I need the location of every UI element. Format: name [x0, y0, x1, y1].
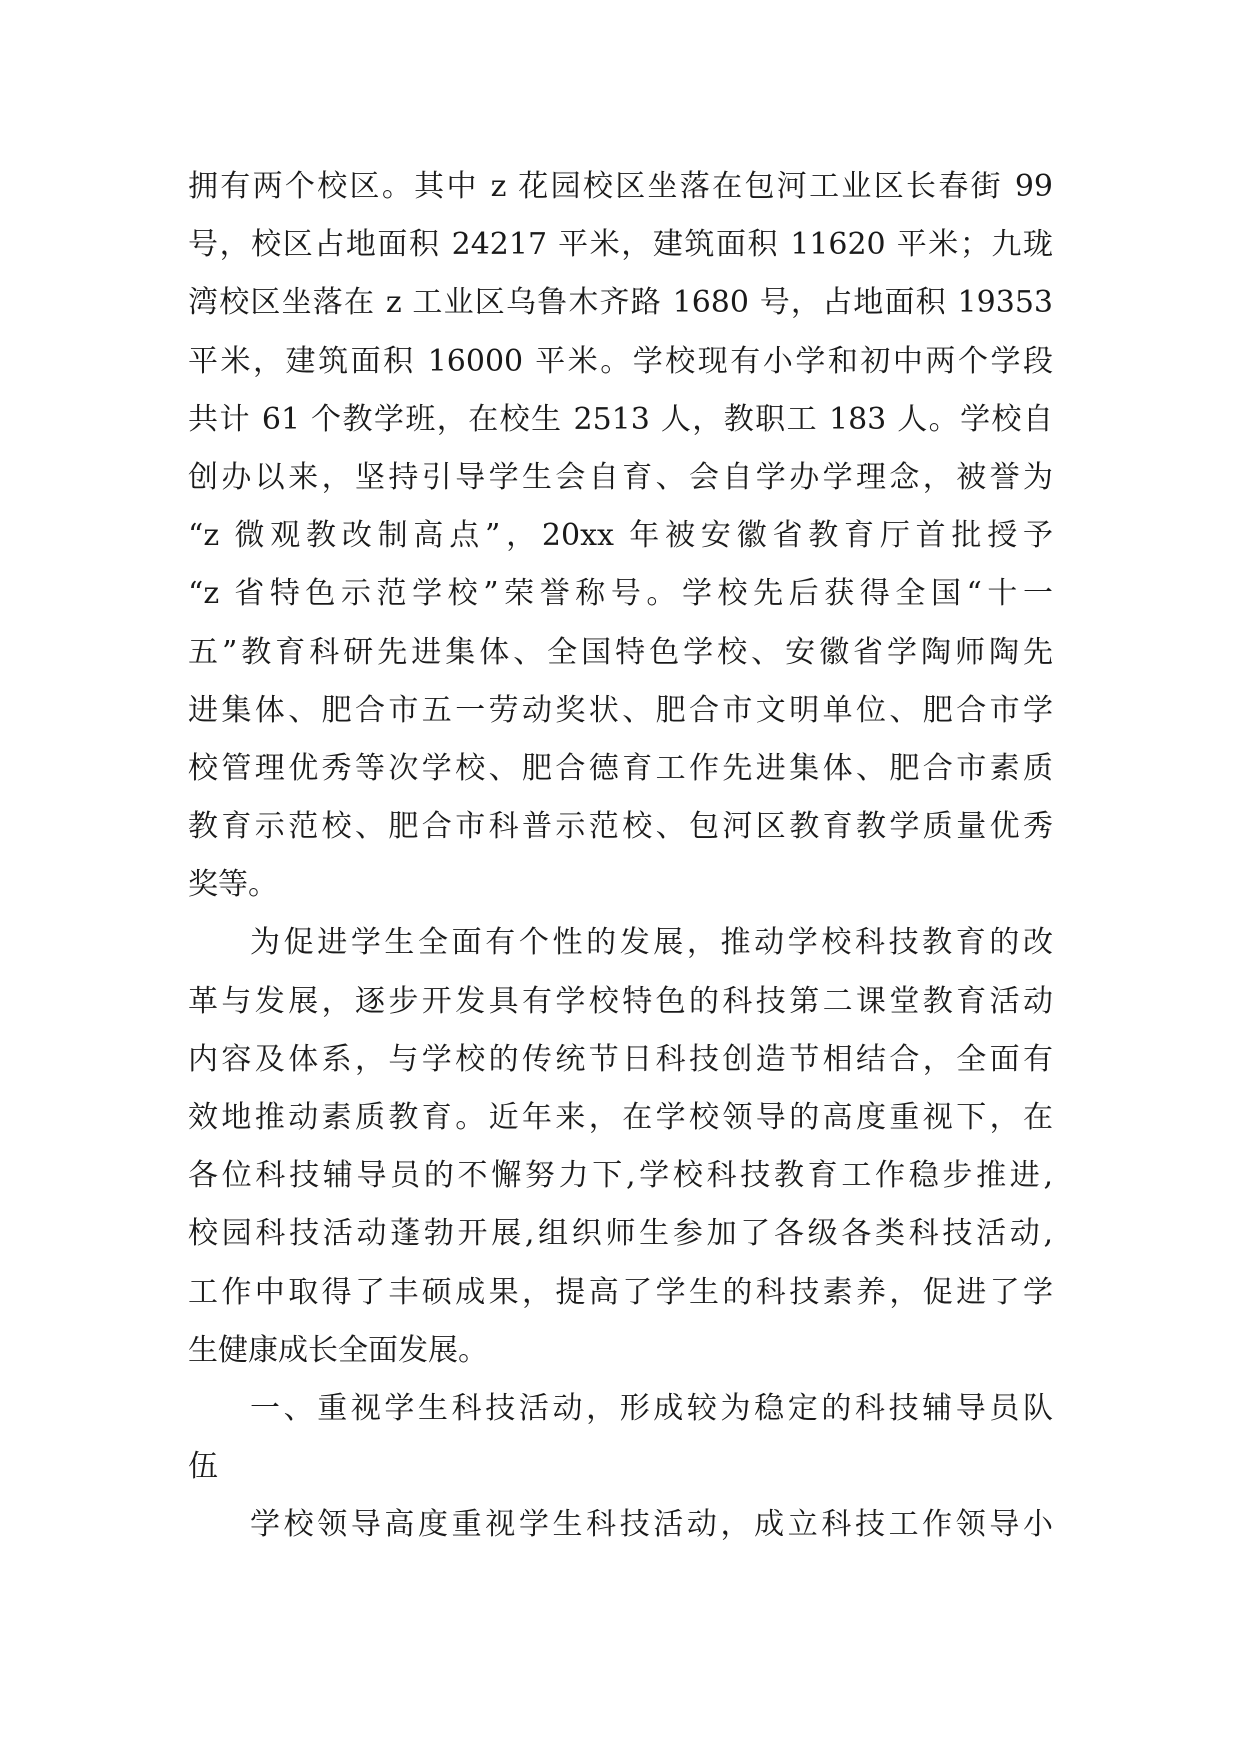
text-line: 生健康成长全面发展。: [188, 1332, 488, 1368]
text-line: 校园科技活动蓬勃开展,组织师生参加了各级各类科技活动,: [188, 1216, 1053, 1252]
text-line: 拥有两个校区。其中 z 花园校区坐落在包河工业区长春街 99: [188, 169, 1053, 204]
text-line: 号，校区占地面积 24217 平米，建筑面积 11620 平米；九珑: [188, 227, 1053, 263]
text-line: 各位科技辅导员的不懈努力下,学校科技教育工作稳步推进,: [188, 1158, 1053, 1194]
document-body: [188, 158, 1053, 1555]
heading-line: 一、重视学生科技活动，形成较为稳定的科技辅导员队: [250, 1390, 1053, 1426]
text-line: 工作中取得了丰硕成果，提高了学生的科技素养，促进了学: [188, 1274, 1053, 1310]
text-line: 教育示范校、肥合市科普示范校、包河区教育教学质量优秀: [188, 809, 1053, 845]
text-line: 奖等。: [188, 867, 278, 903]
paragraph-tech-education: [188, 914, 1053, 1380]
text-line: 学校领导高度重视学生科技活动，成立科技工作领导小: [250, 1507, 1053, 1543]
text-line: “z 微观教改制高点”，20xx 年被安徽省教育厅首批授予: [188, 518, 1053, 554]
text-line: 内容及体系，与学校的传统节日科技创造节相结合，全面有: [188, 1041, 1053, 1077]
text-line: 共计 61 个教学班，在校生 2513 人，教职工 183 人。学校自: [188, 401, 1053, 437]
heading-line: 伍: [188, 1449, 218, 1485]
paragraph-leadership: [188, 1496, 1053, 1554]
text-line: 创办以来，坚持引导学生会自育、会自学办学理念，被誉为: [188, 459, 1053, 495]
text-line: “z 省特色示范学校”荣誉称号。学校先后获得全国“十一: [188, 576, 1053, 612]
text-line: 校管理优秀等次学校、肥合德育工作先进集体、肥合市素质: [188, 750, 1053, 786]
text-line: 五”教育科研先进集体、全国特色学校、安徽省学陶师陶先: [188, 634, 1053, 670]
text-line: 革与发展，逐步开发具有学校特色的科技第二课堂教育活动: [188, 983, 1053, 1019]
text-line: 湾校区坐落在 z 工业区乌鲁木齐路 1680 号，占地面积 19353: [188, 285, 1053, 321]
text-line: 进集体、肥合市五一劳动奖状、肥合市文明单位、肥合市学: [188, 692, 1053, 728]
section-heading: [188, 1380, 1053, 1496]
paragraph-school-intro: [188, 158, 1053, 914]
text-line: 平米，建筑面积 16000 平米。学校现有小学和初中两个学段: [188, 343, 1053, 379]
text-line: 效地推动素质教育。近年来，在学校领导的高度重视下，在: [188, 1100, 1053, 1135]
text-line: 为促进学生全面有个性的发展，推动学校科技教育的改: [250, 925, 1053, 961]
